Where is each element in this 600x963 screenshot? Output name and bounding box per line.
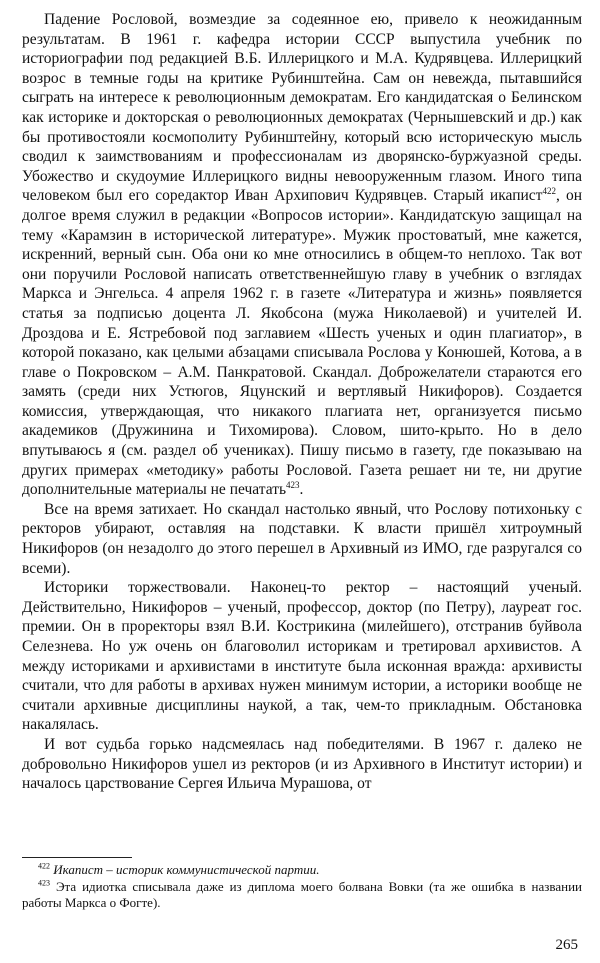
paragraph-1-part-1: Падение Рословой, возмездие за содеянное ею, привело к неожиданным результатам. В 1961 г. кафедра истории СССР выпустила учебник по историографии под редакцией В.Б. Иллерицкого и М.А. Кудрявцева. Иллерицкий возрос в темные годы на критике Рубинштейна. Сам он невежда, пытавшийся сыграть на интересе к революционным демократам. Его кандидатская о Белинском как историке и докторская о революционных демократах (Чернышевский и др.) как бы противостояли космополиту Рубинштейну, который всю историческую мысль сводил к заимствованиям и профессионалам из дворянско-буржуазной среды. Убожество и скудоумие Иллерицкого видны невооруженным глазом. Иного типа человеком был его соредактор Иван Архипович Кудрявцев. Старый икапист xyxy=(22,11,582,205)
footnote-number: 422 xyxy=(38,861,50,871)
footnotes xyxy=(22,862,582,912)
footnote-number: 423 xyxy=(38,878,50,888)
paragraph-3: Историки торжествовали. Наконец-то ректор – настоящий ученый. Действительно, Никифоров – ученый, профессор, доктор (по Петру), лауреат гос. премии. Он в проректоры взял В.И. Кострикина (милейшего), отстранив буйвола Селезнева. Но уж очень он благоволил историкам и третировал архивистов. А между историками и архивистами в институте была исконная вражда: архивисты считали, что для работы в архивах нужен минимум истории, а историки вообще не считали архивные дисциплины наукой, а так, чем-то прикладным. Обстановка накалялась. xyxy=(22,579,582,734)
page-number: 265 xyxy=(555,937,578,953)
footnote-text: Икапист – историк коммунистической партии. xyxy=(53,862,320,877)
paragraph-1 xyxy=(22,10,582,500)
footnote-423 xyxy=(22,879,582,912)
footnote-ref-423[interactable]: 423 xyxy=(286,480,300,491)
paragraph-1-part-2: , он долгое время служил в редакции «Вопросов истории». Кандидатскую защищал на тему «Карамзин в исторической литературе». Мужик простоватый, мне кажется, искренний, верный сын. Оба они ко мне относились в общем-то неплохо. Так вот они поручили Рословой написать ответственнейшую главу в учебник о взглядах Маркса и Энгельса. 4 апреля 1962 г. в газете «Литература и жизнь» появляется статья за подписью доцента Л. Якобсона (мужа Николаевой) и учителей И. Дроздова и Е. Ястребовой под заглавием «Шесть ученых и один плагиатор», в которой показано, как целыми абзацами списывала Рослова у Конюшей, Котова, а в главе о Покровском – А.М. Панкратовой. Скандал. Доброжелатели стараются его замять (среди них Устюгов, Яцунский и вертлявый Никифоров). Создается комиссия, утверждающая, что никакого плагиата нет, организуется письмо академиков (Дружинина и Тихомирова). Словом, шито-крыто. Но в дело впутываюсь я (см. раздел об учениках). Пишу письмо в газету, где показываю на других примерах «методику» работы Рословой. Газета решает ни те, ни другие дополнительные материалы не печатать xyxy=(22,187,582,499)
footnote-text: Эта идиотка списывала даже из диплома моего болвана Вовки (та же ошибка в названии работы Маркса о Фогте). xyxy=(22,878,582,910)
paragraph-4: И вот судьба горько надсмеялась над победителями. В 1967 г. далеко не добровольно Никифоров ушел из ректоров (и из Архивного в Институт истории) и началось царствование Сергея Ильича Мурашова, от xyxy=(22,735,582,793)
paragraph-2: Все на время затихает. Но скандал настолько явный, что Рослову потихоньку с ректоров убирают, оставляя на подставки. К власти пришёл хитроумный Никифоров (он незадолго до этого перешел в Архивный из ИМО, где разругался со всеми). xyxy=(22,500,582,577)
footnote-ref-422[interactable]: 422 xyxy=(542,186,556,197)
footnote-divider xyxy=(22,857,132,858)
paragraph-1-part-3: . xyxy=(299,481,304,499)
main-text xyxy=(22,10,582,794)
footnote-422 xyxy=(22,862,582,879)
